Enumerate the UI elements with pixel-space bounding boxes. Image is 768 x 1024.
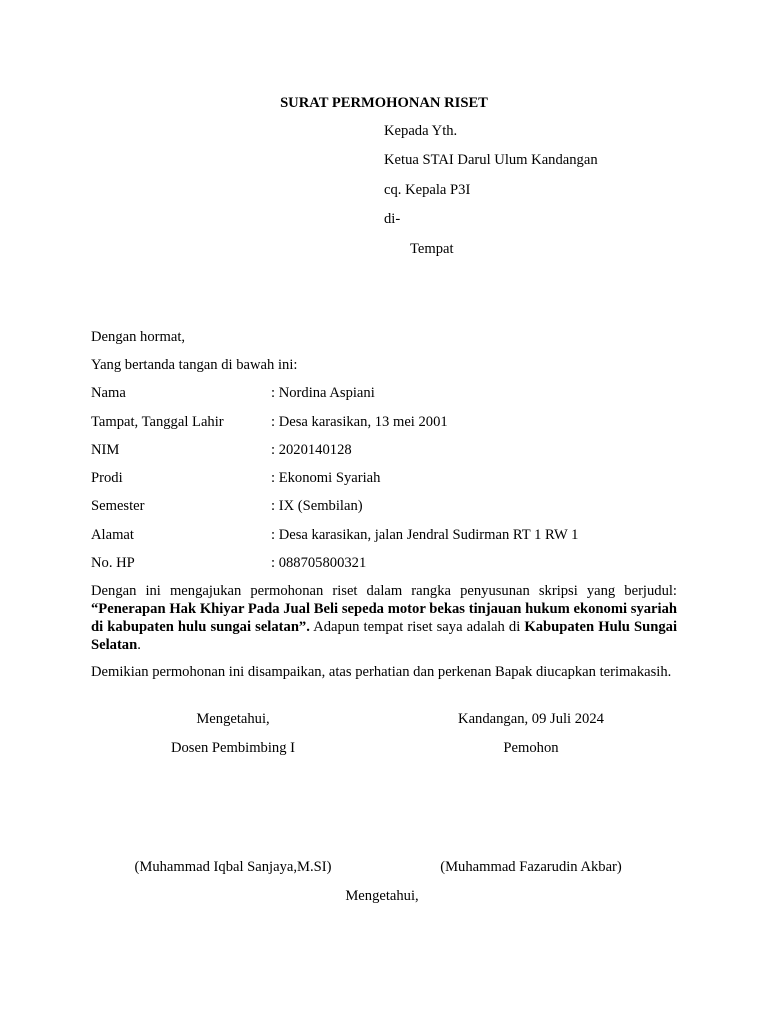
field-value-semester: : IX (Sembilan)	[271, 498, 363, 514]
closing-paragraph: Demikian permohonan ini disampaikan, atas perhatian dan perkenan Bapak diucapkan terimakasih.	[91, 664, 672, 680]
recipient-line-tempat: Tempat	[410, 241, 454, 257]
recipient-line-ketua: Ketua STAI Darul Ulum Kandangan	[384, 152, 598, 168]
body-text-intro: Dengan ini mengajukan permohonan riset dalam rangka penyusunan skripsi yang berjudul:	[91, 583, 677, 599]
left-signature-role: Dosen Pembimbing I	[170, 740, 296, 756]
recipient-line-cq: cq. Kepala P3I	[384, 182, 471, 198]
field-label-alamat: Alamat	[91, 527, 134, 543]
field-label-nohp: No. HP	[91, 555, 135, 571]
recipient-line-di: di-	[384, 211, 401, 227]
field-value-nohp: : 088705800321	[271, 555, 367, 571]
date-place: Kandangan, 09 Juli 2024	[458, 711, 604, 727]
greeting: Dengan hormat,	[91, 329, 186, 345]
research-location: Kabupaten Hulu Sungai Selatan	[91, 619, 678, 653]
field-label-nim: NIM	[91, 442, 120, 458]
recipient-line-kepada: Kepada Yth.	[384, 123, 458, 139]
field-value-nama: : Nordina Aspiani	[271, 385, 375, 401]
bottom-signature-heading: Mengetahui,	[345, 888, 419, 904]
field-label-prodi: Prodi	[91, 470, 123, 486]
body-text-location-intro: Adapun tempat riset saya adalah di	[309, 619, 525, 635]
field-value-alamat: : Desa karasikan, jalan Jendral Sudirman RT 1 RW 1	[271, 527, 579, 543]
right-signature-role: Pemohon	[503, 740, 559, 756]
left-signatory-name: (Muhammad Iqbal Sanjaya,M.SI)	[134, 859, 332, 875]
field-label-semester: Semester	[91, 498, 145, 514]
body-paragraph	[91, 582, 677, 654]
right-signatory-name: (Muhammad Fazarudin Akbar)	[440, 859, 622, 875]
field-value-ttl: : Desa karasikan, 13 mei 2001	[271, 414, 448, 430]
field-label-nama: Nama	[91, 385, 126, 401]
thesis-title: “Penerapan Hak Khiyar Pada Jual Beli sepeda motor bekas tinjauan hukum ekonomi syariah di kabupaten hulu sungai selatan”.	[91, 601, 677, 635]
intro-line: Yang bertanda tangan di bawah ini:	[91, 357, 298, 373]
body-text-end: .	[137, 637, 141, 653]
letter-title: SURAT PERMOHONAN RISET	[280, 95, 488, 111]
field-label-ttl: Tampat, Tanggal Lahir	[91, 414, 224, 430]
field-value-nim: : 2020140128	[271, 442, 352, 458]
left-signature-heading: Mengetahui,	[196, 711, 270, 727]
field-value-prodi: : Ekonomi Syariah	[271, 470, 381, 486]
